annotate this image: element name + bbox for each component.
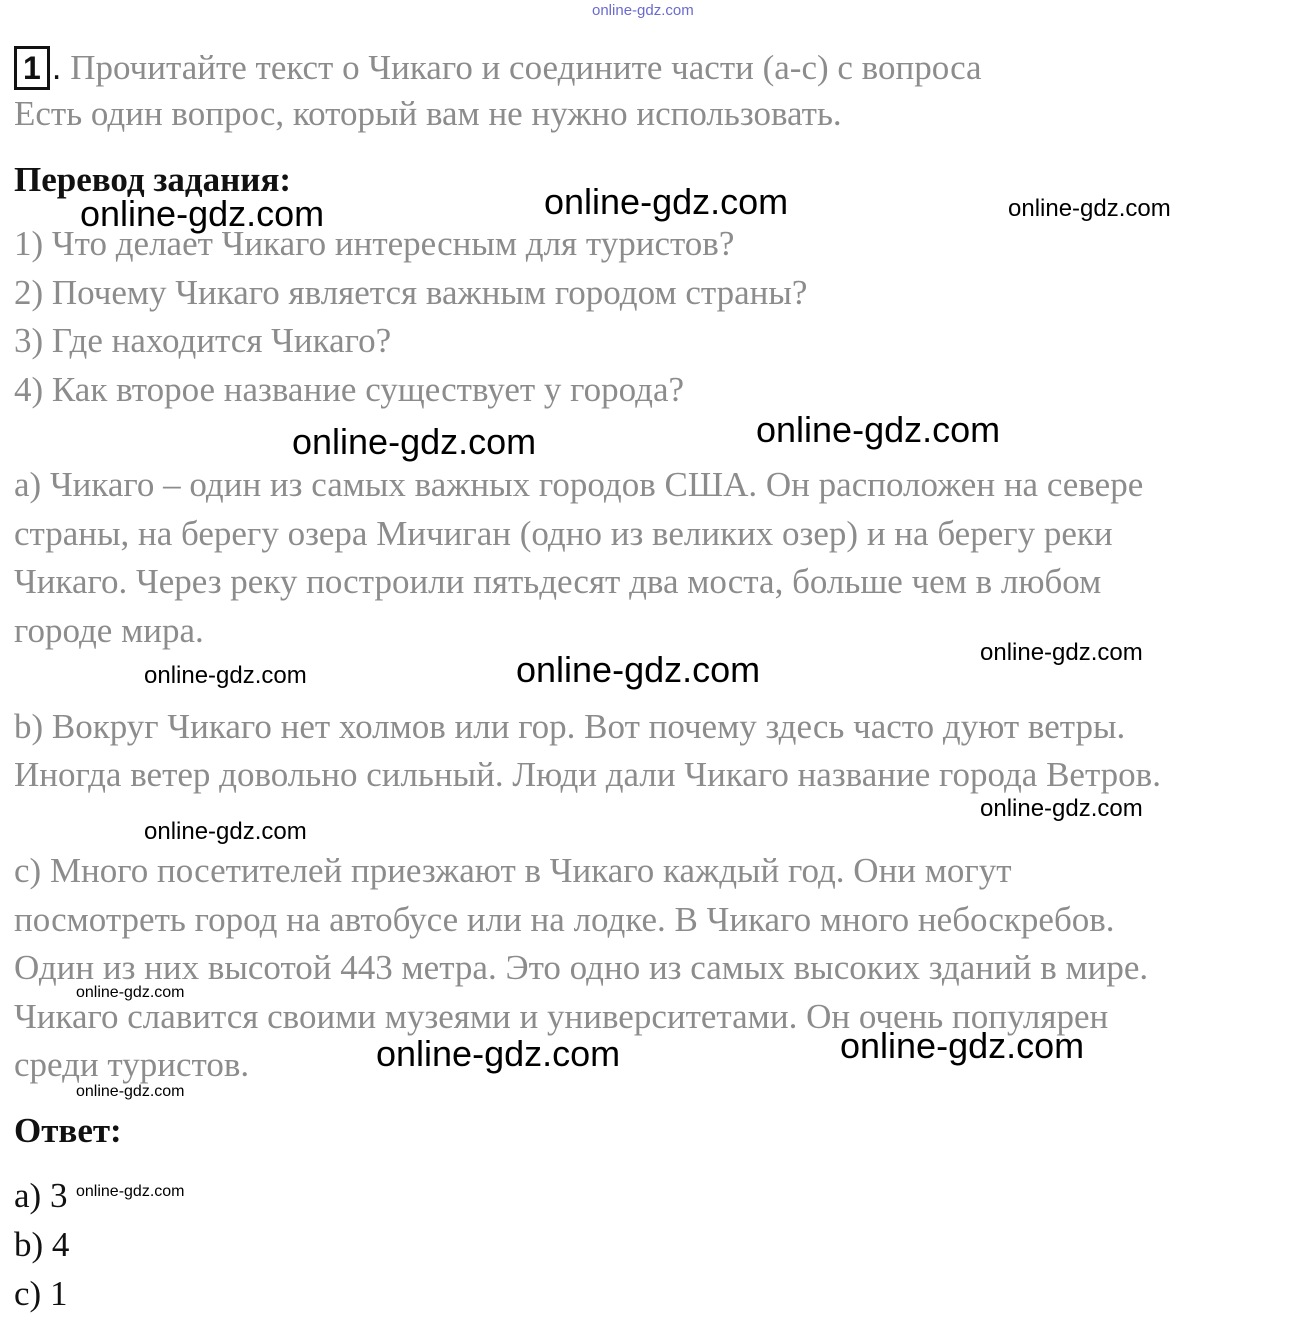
paragraph-c-line1: c) Много посетителей приезжают в Чикаго каждый год. Они могут — [14, 851, 1012, 890]
task-instruction-text: Прочитайте текст о Чикаго и соедините части (a-c) с вопроса — [70, 48, 982, 87]
paragraph-b-line1: b) Вокруг Чикаго нет холмов или гор. Вот почему здесь часто дуют ветры. — [14, 707, 1126, 746]
watermark: online-gdz.com — [144, 818, 307, 845]
watermark: online-gdz.com — [840, 1025, 1085, 1066]
paragraph-c-line3: Один из них высотой 443 метра. Это одно из самых высоких зданий в мире. — [14, 948, 1149, 987]
answer-b: b) 4 — [14, 1225, 70, 1264]
translation-heading: Перевод задания: — [14, 160, 292, 199]
paragraph-a-line2: страны, на берегу озера Мичиган (одно из великих озер) и на берегу реки — [14, 514, 1113, 553]
task-instruction-line2: Есть один вопрос, который вам не нужно использовать. — [14, 94, 842, 133]
watermark: online-gdz.com — [76, 1183, 185, 1200]
watermark: online-gdz.com — [144, 662, 307, 689]
watermark: online-gdz.com — [980, 639, 1143, 666]
paragraph-a-line3: Чикаго. Через реку построили пятьдесят два моста, больше чем в любом — [14, 562, 1102, 601]
question-2: 2) Почему Чикаго является важным городом страны? — [14, 273, 808, 312]
watermark: online-gdz.com — [756, 409, 1001, 450]
watermark: online-gdz.com — [292, 421, 537, 462]
paragraph-a-line4: городе мира. — [14, 611, 204, 650]
watermark: online-gdz.com — [76, 1083, 185, 1100]
task-instruction-line1 — [14, 46, 982, 90]
task-number-dot: . — [51, 48, 62, 87]
watermark: online-gdz.com — [76, 984, 185, 1001]
answer-a: a) 3 — [14, 1176, 68, 1215]
answer-heading: Ответ: — [14, 1111, 122, 1150]
paragraph-c-line2: посмотреть город на автобусе или на лодке. В Чикаго много небоскребов. — [14, 900, 1115, 939]
question-4: 4) Как второе название существует у города? — [14, 370, 685, 409]
answer-c: c) 1 — [14, 1274, 68, 1313]
task-number-box: 1 — [14, 46, 50, 90]
paragraph-b-line2: Иногда ветер довольно сильный. Люди дали Чикаго название города Ветров. — [14, 755, 1161, 794]
watermark: online-gdz.com — [980, 795, 1143, 822]
question-1: 1) Что делает Чикаго интересным для туристов? — [14, 224, 735, 263]
watermark: online-gdz.com — [544, 181, 789, 222]
watermark: online-gdz.com — [376, 1033, 621, 1074]
header-watermark: online-gdz.com — [592, 2, 694, 19]
paragraph-c-line5: среди туристов. — [14, 1045, 250, 1084]
paragraph-c-line4: Чикаго славится своими музеями и университетами. Он очень популярен — [14, 997, 1109, 1036]
paragraph-a-line1: a) Чикаго – один из самых важных городов США. Он расположен на севере — [14, 465, 1144, 504]
watermark: online-gdz.com — [80, 193, 325, 234]
watermark: online-gdz.com — [1008, 195, 1171, 222]
question-3: 3) Где находится Чикаго? — [14, 321, 392, 360]
watermark: online-gdz.com — [516, 649, 761, 690]
